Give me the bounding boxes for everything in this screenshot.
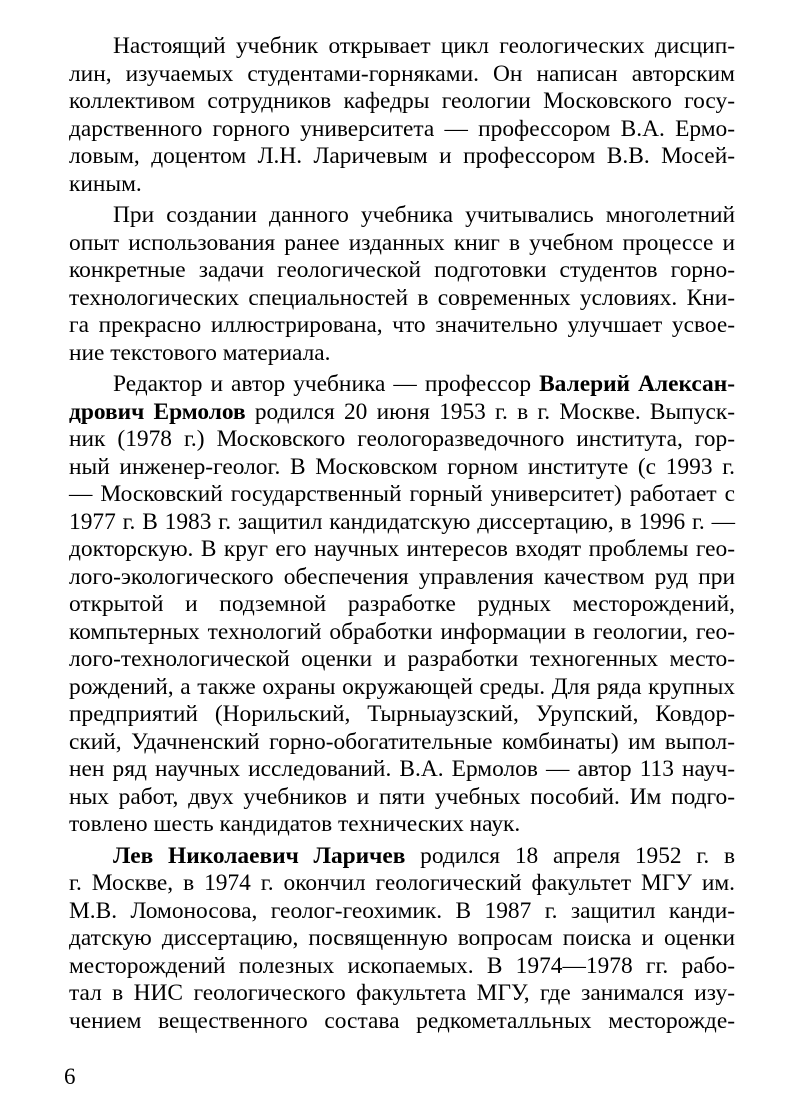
text-line: рождений, а также охраны окружающей среды. Для ряда крупных xyxy=(69,673,735,700)
text-line: нен ряд научных исследований. В.А. Ермолов — автор 113 науч- xyxy=(69,756,735,782)
text-line xyxy=(69,371,735,399)
author-name-ermolov-cont: дрович Ермолов xyxy=(69,398,246,425)
text-line: тал в НИС геологического факультета МГУ, где занимался изу- xyxy=(69,980,735,1006)
text-line: 1977 г. В 1983 г. защитил кандидатскую диссертацию, в 1996 г. — xyxy=(69,508,735,535)
paragraph-ermolov xyxy=(69,371,735,839)
text-line: технологических специальностей в современных условиях. Кни- xyxy=(69,284,735,311)
text-line: — Московский государственный горный университет) работает с xyxy=(69,481,735,507)
text-segment: родился 20 июня 1953 г. в г. Москве. Выпуск- xyxy=(245,398,735,425)
text-line: г. Москве, в 1974 г. окончил геологический факультет МГУ им. xyxy=(69,870,735,896)
text-line: чением вещественного состава редкометалльных месторожде- xyxy=(69,1007,735,1034)
text-line: ский, Удачненский горно-обогатительные комбинаты) им выпол- xyxy=(69,728,735,755)
paragraph-creation xyxy=(69,202,735,367)
text-line: При создании данного учебника учитывались многолетний xyxy=(113,202,735,228)
author-name-larichev: Лев Николаевич Ларичев xyxy=(113,842,406,869)
text-line: ных работ, двух учебников и пяти учебных пособий. Им подго- xyxy=(69,783,735,810)
text-line: товлено шесть кандидатов технических наук. xyxy=(69,811,521,837)
text-line: датскую диссертацию, посвященную вопросам поиска и оценки xyxy=(69,925,735,951)
page-number: 6 xyxy=(64,1064,76,1089)
text-line: компьтерных технологий обработки информации в геологии, гео- xyxy=(69,618,735,645)
text-line: конкретные задачи геологической подготовки студентов горно- xyxy=(69,257,735,283)
text-line: киным. xyxy=(69,170,142,197)
text-line: коллективом сотрудников кафедры геологии Московского госу- xyxy=(69,88,735,114)
text-line: лого-экологического обеспечения управления качеством руд при xyxy=(69,563,735,590)
author-name-ermolov: Валерий Алексан- xyxy=(539,371,735,397)
text-line: докторскую. В круг его научных интересов входят проблемы гео- xyxy=(69,536,735,562)
text-line: ный инженер-геолог. В Московском горном институте (с 1993 г. xyxy=(69,453,735,480)
text-line xyxy=(69,843,735,871)
paragraph-larichev xyxy=(69,843,735,1036)
text-line: предприятий (Норильский, Тырныаузский, Урупский, Ковдор- xyxy=(69,701,735,727)
text-line: ние текстового материала. xyxy=(69,339,331,366)
text-line: М.В. Ломоносова, геолог-геохимик. В 1987 г. защитил канди- xyxy=(69,897,735,924)
text-line: лин, изучаемых студентами-горняками. Он написан авторским xyxy=(69,60,735,87)
text-line: Настоящий учебник открывает цикл геологических дисцип- xyxy=(113,33,735,59)
body-text xyxy=(69,33,735,1039)
text-segment: Редактор и автор учебника — профессор xyxy=(113,371,540,397)
text-line: опыт использования ранее изданных книг в учебном процессе и xyxy=(69,229,735,256)
text-line xyxy=(69,399,735,427)
text-line: открытой и подземной разработке рудных месторождений, xyxy=(69,591,735,617)
text-segment: родился 18 апреля 1952 г. в xyxy=(405,842,735,869)
text-line: ник (1978 г.) Московского геологоразведочного института, гор- xyxy=(69,426,735,452)
text-line: дарственного горного университета — профессором В.А. Ермо- xyxy=(69,115,735,142)
paragraph-intro xyxy=(69,33,735,198)
text-line: га прекрасно иллюстрирована, что значительно улучшает усвое- xyxy=(69,312,735,338)
text-line: месторождений полезных ископаемых. В 1974—1978 гг. рабо- xyxy=(69,952,735,979)
text-line: ловым, доцентом Л.Н. Ларичевым и профессором В.В. Мосей- xyxy=(69,143,735,169)
text-line: лого-технологической оценки и разработки техногенных место- xyxy=(69,646,735,672)
